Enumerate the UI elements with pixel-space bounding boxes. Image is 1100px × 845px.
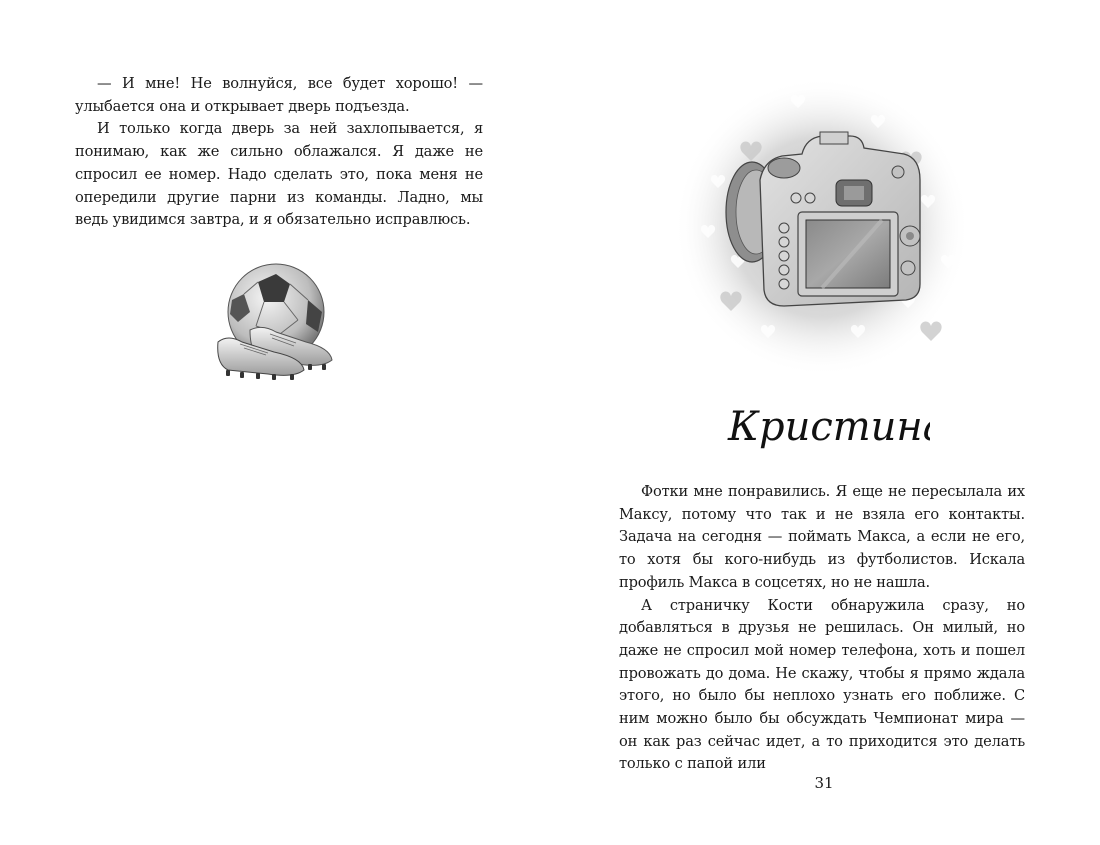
left-page-text	[75, 73, 483, 232]
paragraph: — И мне! Не волнуйся, все будет хорошо! — улыбается она и открывает дверь подъезда.	[75, 75, 483, 115]
soccer-ball-and-boots-icon	[210, 260, 340, 385]
paragraph: Фотки мне понравились. Я еще не пересылала их Максу, потому что так и не взяла его контакты. Задача на сегодня — поймать Макса, а если не его, то хотя бы кого-нибудь из футболистов. Искала профиль Макса в соцсетях, но не нашла.	[619, 483, 1025, 591]
right-page	[550, 0, 1100, 845]
camera-with-hearts-icon	[672, 62, 972, 382]
chapter-title	[720, 392, 930, 470]
right-page-text	[619, 481, 1025, 776]
paragraph: И только когда дверь за ней захлопывается, я понимаю, как же сильно облажался. Я даже не спросил ее номер. Надо сделать это, пока меня не опередили другие парни из команды. Ладно, мы ведь увидимся завтра, и я обязательно исправлюсь.	[75, 120, 483, 229]
chapter-title-text: Кристина	[728, 404, 930, 450]
page-number: 31	[814, 774, 834, 792]
paragraph: А страничку Кости обнаружила сразу, но добавляться в друзья не решилась. Он милый, но даже не спросил мой номер телефона, хоть и пошел провожать до дома. Не скажу, чтобы я прямо ждала этого, но было бы неплохо узнать его поближе. С ним можно было бы обсуждать Чемпионат мира — он как раз сейчас идет, а то приходится это делать только с папой или	[619, 596, 1025, 773]
